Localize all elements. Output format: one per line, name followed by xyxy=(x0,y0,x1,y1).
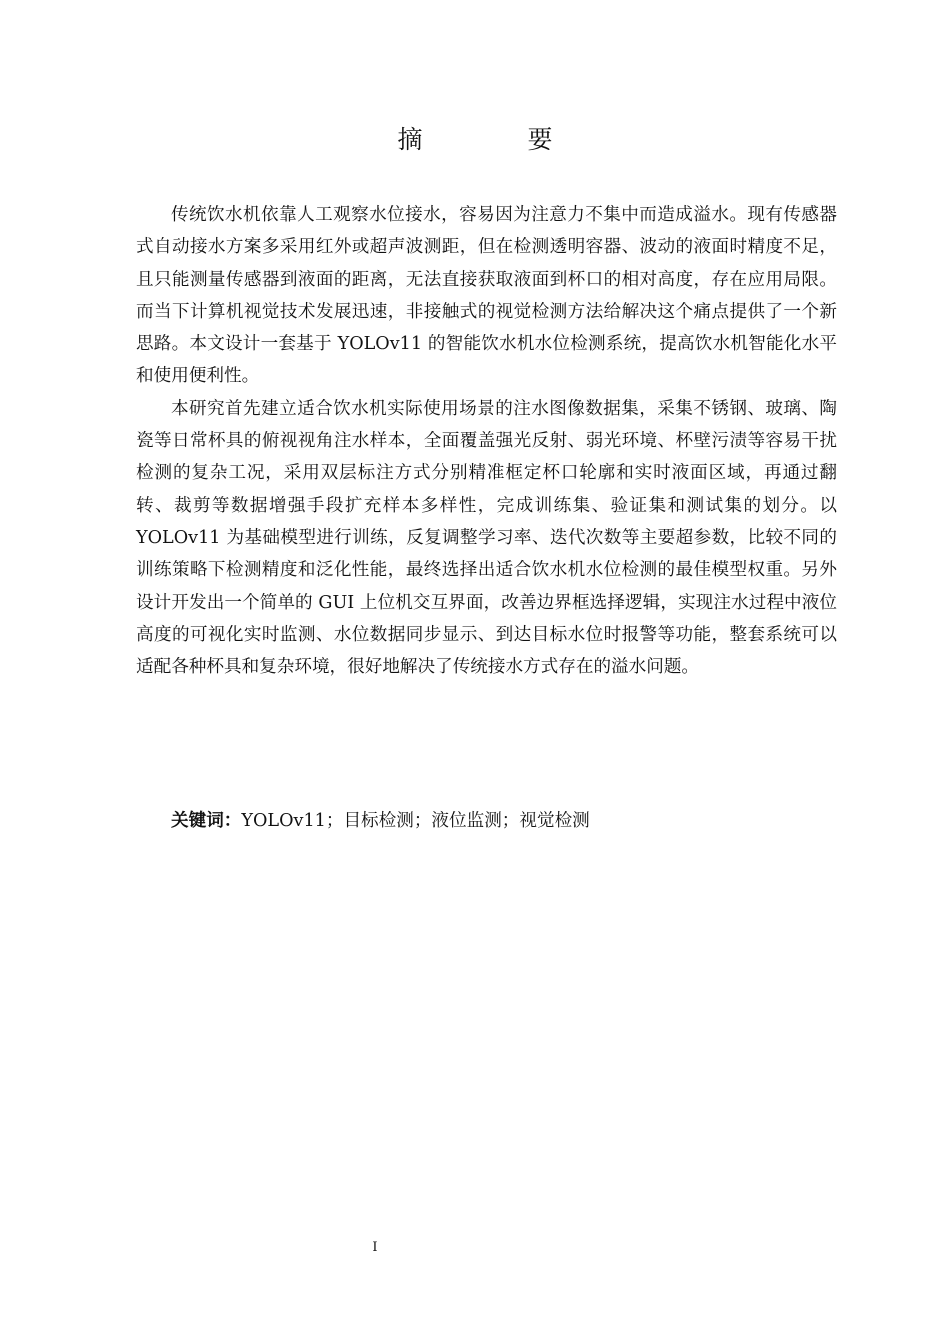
abstract-body xyxy=(136,199,837,683)
keywords-label: 关键词： xyxy=(171,811,242,831)
keywords-value: YOLOv11；目标检测；液位监测；视觉检测 xyxy=(241,811,590,831)
page-number: I xyxy=(372,1240,378,1255)
keywords-line xyxy=(171,805,837,837)
abstract-title: 摘 要 xyxy=(397,125,593,154)
abstract-paragraph-1: 传统饮水机依靠人工观察水位接水，容易因为注意力不集中而造成溢水。现有传感器式自动接水方案多采用红外或超声波测距，但在检测透明容器、波动的液面时精度不足，且只能测量传感器到液面的距离，无法直接获取液面到杯口的相对高度，存在应用局限。而当下计算机视觉技术发展迅速，非接触式的视觉检测方法给解决这个痛点提供了一个新思路。本文设计一套基于 YOLOv11 的智能饮水机水位检测系统，提高饮水机智能化水平和使用便利性。 xyxy=(136,205,837,387)
abstract-paragraph-2: 本研究首先建立适合饮水机实际使用场景的注水图像数据集，采集不锈钢、玻璃、陶瓷等日常杯具的俯视视角注水样本，全面覆盖强光反射、弱光环境、杯壁污渍等容易干扰检测的复杂工况，采用双层标注方式分别精准框定杯口轮廓和实时液面区域，再通过翻转、裁剪等数据增强手段扩充样本多样性，完成训练集、验证集和测试集的划分。以 YOLOv11 为基础模型进行训练，反复调整学习率、迭代次数等主要超参数，比较不同的训练策略下检测精度和泛化性能，最终选择出适合饮水机水位检测的最佳模型权重。另外设计开发出一个简单的 GUI 上位机交互界面，改善边界框选择逻辑，实现注水过程中液位高度的可视化实时监测、水位数据同步显示、到达目标水位时报警等功能，整套系统可以适配各种杯具和复杂环境，很好地解决了传统接水方式存在的溢水问题。 xyxy=(136,398,837,678)
